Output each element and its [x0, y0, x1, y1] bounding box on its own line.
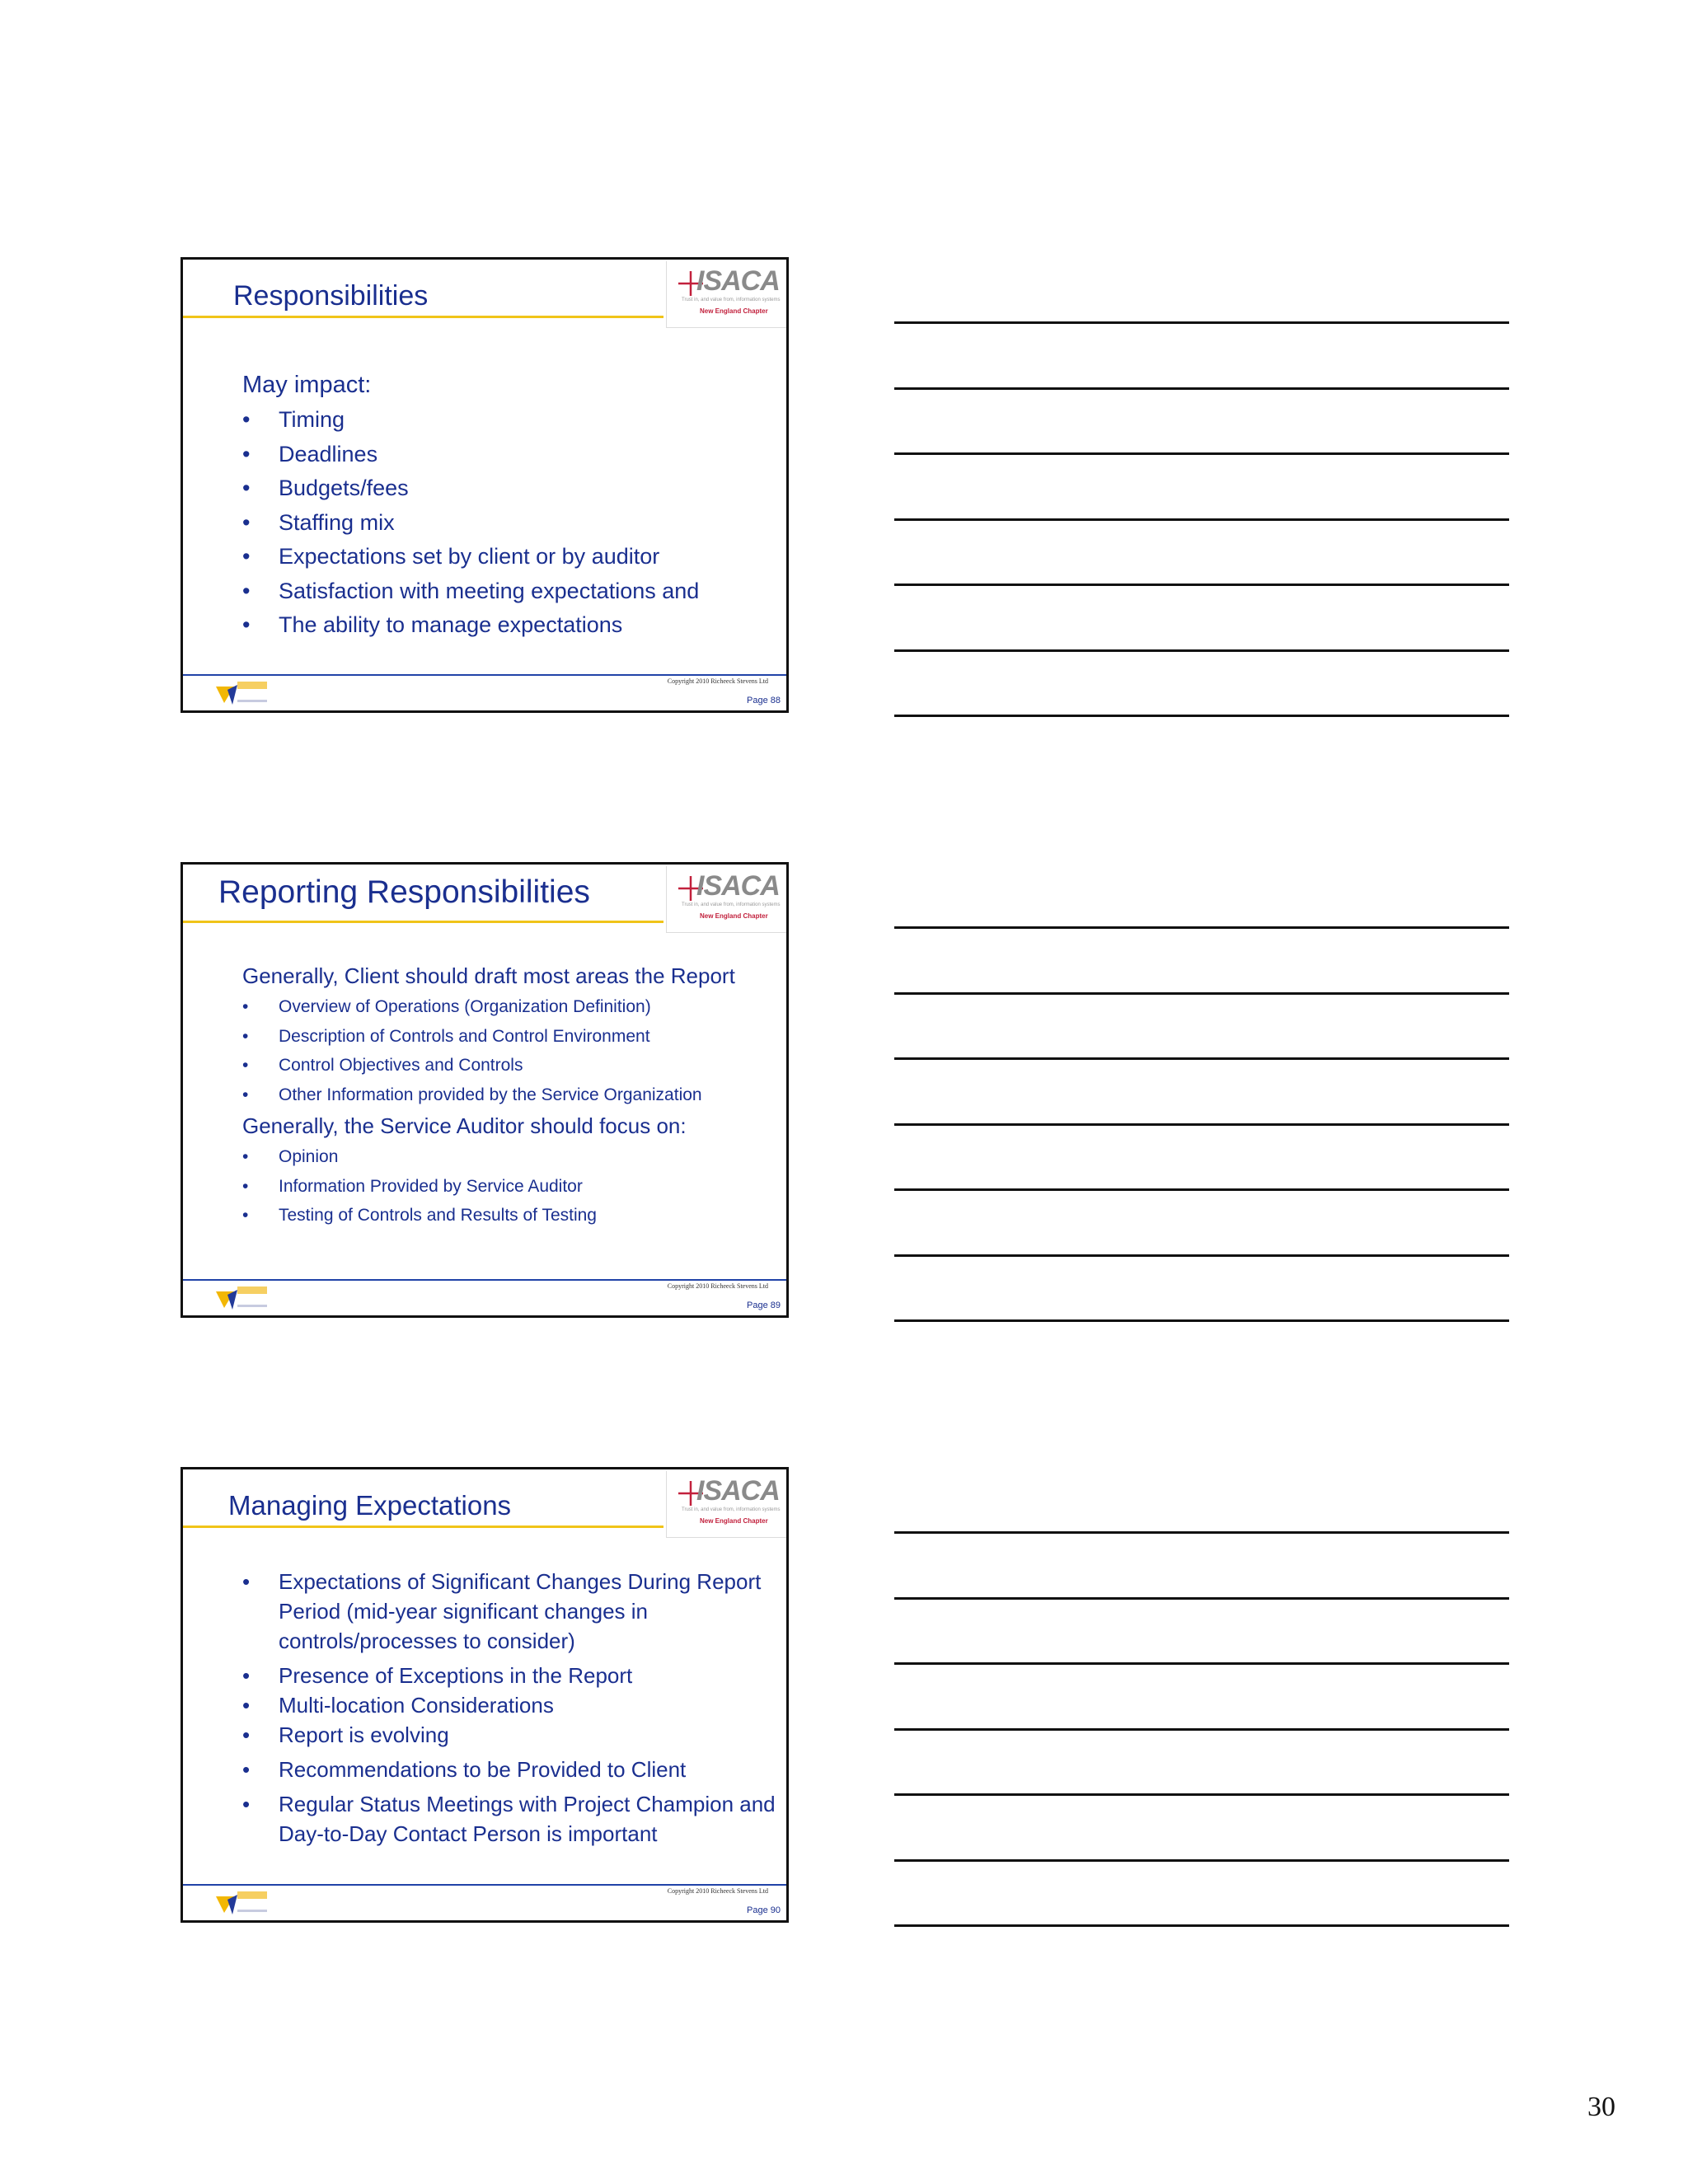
note-line — [894, 1859, 1509, 1862]
note-line — [894, 926, 1509, 929]
isaca-wordmark: ISACA — [696, 265, 780, 297]
bullet-item: • Description of Controls and Control Environment — [242, 1022, 735, 1052]
bullet-list — [242, 403, 699, 643]
slide-page-number: Page 89 — [747, 1301, 781, 1310]
isaca-logo — [666, 261, 787, 328]
slide-page-number: Page 88 — [747, 696, 781, 705]
slide-page-number: Page 90 — [747, 1905, 781, 1915]
footer-logo-mark-icon — [216, 1288, 237, 1310]
note-line — [894, 1319, 1509, 1322]
note-line — [894, 1728, 1509, 1731]
note-line — [894, 1662, 1509, 1665]
bullet-item: • Satisfaction with meeting expectations and — [242, 574, 699, 609]
slide-managing-expectations — [181, 1467, 789, 1923]
note-line — [894, 1254, 1509, 1257]
bullet-item: • Expectations of Significant Changes During Report Period (mid-year significant changes in controls/processes to consider) — [242, 1567, 783, 1656]
bullet-item: • Control Objectives and Controls — [242, 1051, 735, 1080]
title-rule — [183, 316, 663, 318]
bullet-item: • Opinion — [242, 1142, 735, 1172]
footer-logo-mark-icon — [216, 1893, 237, 1915]
note-line — [894, 1793, 1509, 1796]
slide-title: Responsibilities — [233, 280, 429, 312]
copyright: Copyright 2010 Richeeck Stevens Ltd — [667, 677, 768, 685]
bullet-item: • Presence of Exceptions in the Report — [242, 1661, 789, 1690]
note-line — [894, 1531, 1509, 1534]
footer-rule — [183, 1279, 786, 1281]
note-line — [894, 1057, 1509, 1060]
note-line — [894, 1123, 1509, 1126]
bullet-item: • Overview of Operations (Organization Definition) — [242, 992, 735, 1022]
bullet-list — [242, 992, 735, 1109]
note-line — [894, 649, 1509, 652]
isaca-tagline: Trust in, and value from, information systems — [682, 902, 781, 907]
isaca-logo — [666, 866, 787, 933]
isaca-chapter: New England Chapter — [700, 307, 768, 315]
footer-logo-band — [237, 682, 267, 689]
slide-reporting-responsibilities — [181, 862, 789, 1318]
bullet-item: • Other Information provided by the Service Organization — [242, 1080, 735, 1110]
bullet-item: • Testing of Controls and Results of Testing — [242, 1201, 735, 1230]
lead-text: Generally, the Service Auditor should focus on: — [242, 1113, 687, 1138]
isaca-wordmark: ISACA — [696, 870, 780, 902]
isaca-wordmark: ISACA — [696, 1475, 780, 1507]
footer-logo — [216, 1891, 269, 1916]
note-line — [894, 387, 1509, 390]
isaca-tagline: Trust in, and value from, information systems — [682, 298, 781, 302]
slide-title: Managing Expectations — [228, 1490, 512, 1521]
footer-rule — [183, 1884, 786, 1886]
bullet-list — [242, 1142, 735, 1230]
bullet-item: • Staffing mix — [242, 506, 699, 541]
title-rule — [183, 921, 663, 923]
slide-body — [242, 1567, 789, 1849]
footer-logo-mark-icon — [216, 683, 237, 705]
slide-body — [242, 367, 699, 643]
bullet-item: • Deadlines — [242, 438, 699, 472]
bullet-item: • Information Provided by Service Auditor — [242, 1172, 735, 1202]
copyright: Copyright 2010 Richeeck Stevens Ltd — [667, 1282, 768, 1290]
note-line — [894, 518, 1509, 521]
footer-logo-rule — [237, 700, 267, 702]
page-number: 30 — [1587, 2092, 1615, 2122]
footer-logo — [216, 682, 269, 706]
slide-title: Reporting Responsibilities — [218, 874, 590, 910]
bullet-item: • Budgets/fees — [242, 471, 699, 506]
isaca-logo — [666, 1471, 787, 1538]
isaca-chapter: New England Chapter — [700, 912, 768, 920]
copyright: Copyright 2010 Richeeck Stevens Ltd — [667, 1887, 768, 1895]
note-line — [894, 715, 1509, 717]
isaca-chapter: New England Chapter — [700, 1517, 768, 1525]
bullet-item: • Regular Status Meetings with Project Champion and Day-to-Day Contact Person is important — [242, 1789, 789, 1849]
isaca-tagline: Trust in, and value from, information systems — [682, 1507, 781, 1512]
footer-logo-band — [237, 1286, 267, 1294]
note-line — [894, 583, 1509, 586]
bullet-item: • The ability to manage expectations — [242, 608, 699, 643]
bullet-list — [242, 1567, 789, 1849]
footer-rule — [183, 674, 786, 676]
slide-responsibilities — [181, 257, 789, 713]
note-line — [894, 992, 1509, 995]
bullet-item: • Recommendations to be Provided to Client — [242, 1755, 789, 1784]
bullet-item: • Expectations set by client or by auditor — [242, 540, 699, 574]
note-line — [894, 321, 1509, 324]
note-line — [894, 1188, 1509, 1191]
footer-logo-rule — [237, 1305, 267, 1307]
slide-body — [242, 959, 735, 1230]
title-rule — [183, 1526, 663, 1528]
bullet-item: • Report is evolving — [242, 1720, 789, 1750]
footer-logo — [216, 1286, 269, 1311]
lead-text: Generally, Client should draft most areas the Report — [242, 963, 735, 988]
footer-logo-rule — [237, 1910, 267, 1912]
footer-logo-band — [237, 1891, 267, 1899]
note-line — [894, 1597, 1509, 1600]
note-line — [894, 452, 1509, 455]
bullet-item: • Timing — [242, 403, 699, 438]
note-line — [894, 1924, 1509, 1927]
lead-text: May impact: — [242, 372, 372, 398]
bullet-item: • Multi-location Considerations — [242, 1690, 789, 1720]
